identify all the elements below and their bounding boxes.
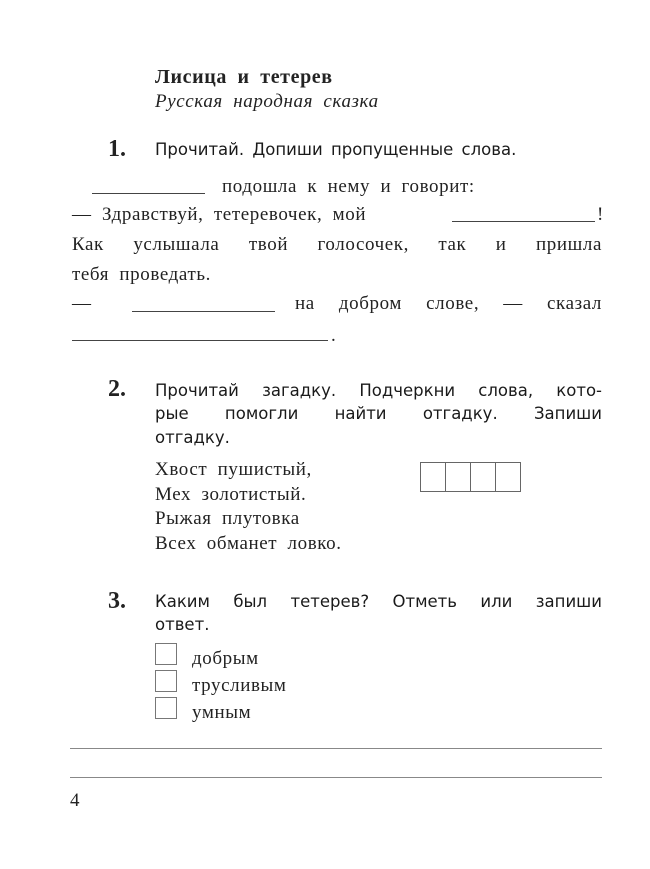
option-label: добрым xyxy=(192,648,259,669)
task-1-instruction: Прочитай. Допиши пропущенные слова. xyxy=(155,140,517,159)
task-3-instruction-line: Каким был тетерев? Отметь или запиши xyxy=(155,592,602,611)
answer-cell[interactable] xyxy=(470,462,496,492)
checkbox-cowardly[interactable] xyxy=(155,670,177,692)
story-title: Лисица и тетерев xyxy=(155,66,333,88)
answer-cell[interactable] xyxy=(420,462,446,492)
story-subtitle: Русская народная сказка xyxy=(155,91,379,112)
riddle-line: Всех обманет ловко. xyxy=(155,533,342,554)
task-3-instruction-line: ответ. xyxy=(155,615,210,634)
blank-2[interactable] xyxy=(452,221,595,222)
text-line-3: Как услышала твой голосочек, так и пришла xyxy=(72,234,602,255)
answer-cell[interactable] xyxy=(495,462,521,492)
riddle-line: Хвост пушистый, xyxy=(155,459,312,480)
blank-4[interactable] xyxy=(72,340,328,341)
task-2-instruction-line: рые помогли найти отгадку. Запиши xyxy=(155,404,602,423)
answer-line[interactable] xyxy=(70,748,602,749)
task-2-instruction-line: отгадку. xyxy=(155,428,230,447)
task-3-number: 3. xyxy=(108,588,126,614)
task-1-number: 1. xyxy=(108,136,126,162)
blank-3[interactable] xyxy=(132,311,275,312)
task-2-number: 2. xyxy=(108,376,126,402)
text-line-1: подошла к нему и говорит: xyxy=(222,176,475,197)
task-2-instruction-line: Прочитай загадку. Подчеркни слова, кото- xyxy=(155,381,602,400)
blank-1[interactable] xyxy=(92,193,205,194)
riddle-line: Рыжая плутовка xyxy=(155,508,300,529)
checkbox-kind[interactable] xyxy=(155,643,177,665)
page-number: 4 xyxy=(70,790,81,811)
exclamation: ! xyxy=(597,204,604,225)
text-line-2: — Здравствуй, тетеревочек, мой xyxy=(72,204,367,225)
answer-line[interactable] xyxy=(70,777,602,778)
checkbox-smart[interactable] xyxy=(155,697,177,719)
dash: — xyxy=(72,293,92,314)
riddle-line: Мех золотистый. xyxy=(155,484,307,505)
answer-cell[interactable] xyxy=(445,462,471,492)
text-line-4: тебя проведать. xyxy=(72,264,211,285)
option-label: умным xyxy=(192,702,252,723)
text-line-5: на добром слове, — сказал xyxy=(295,293,602,314)
period: . xyxy=(331,325,337,346)
option-label: трусливым xyxy=(192,675,287,696)
